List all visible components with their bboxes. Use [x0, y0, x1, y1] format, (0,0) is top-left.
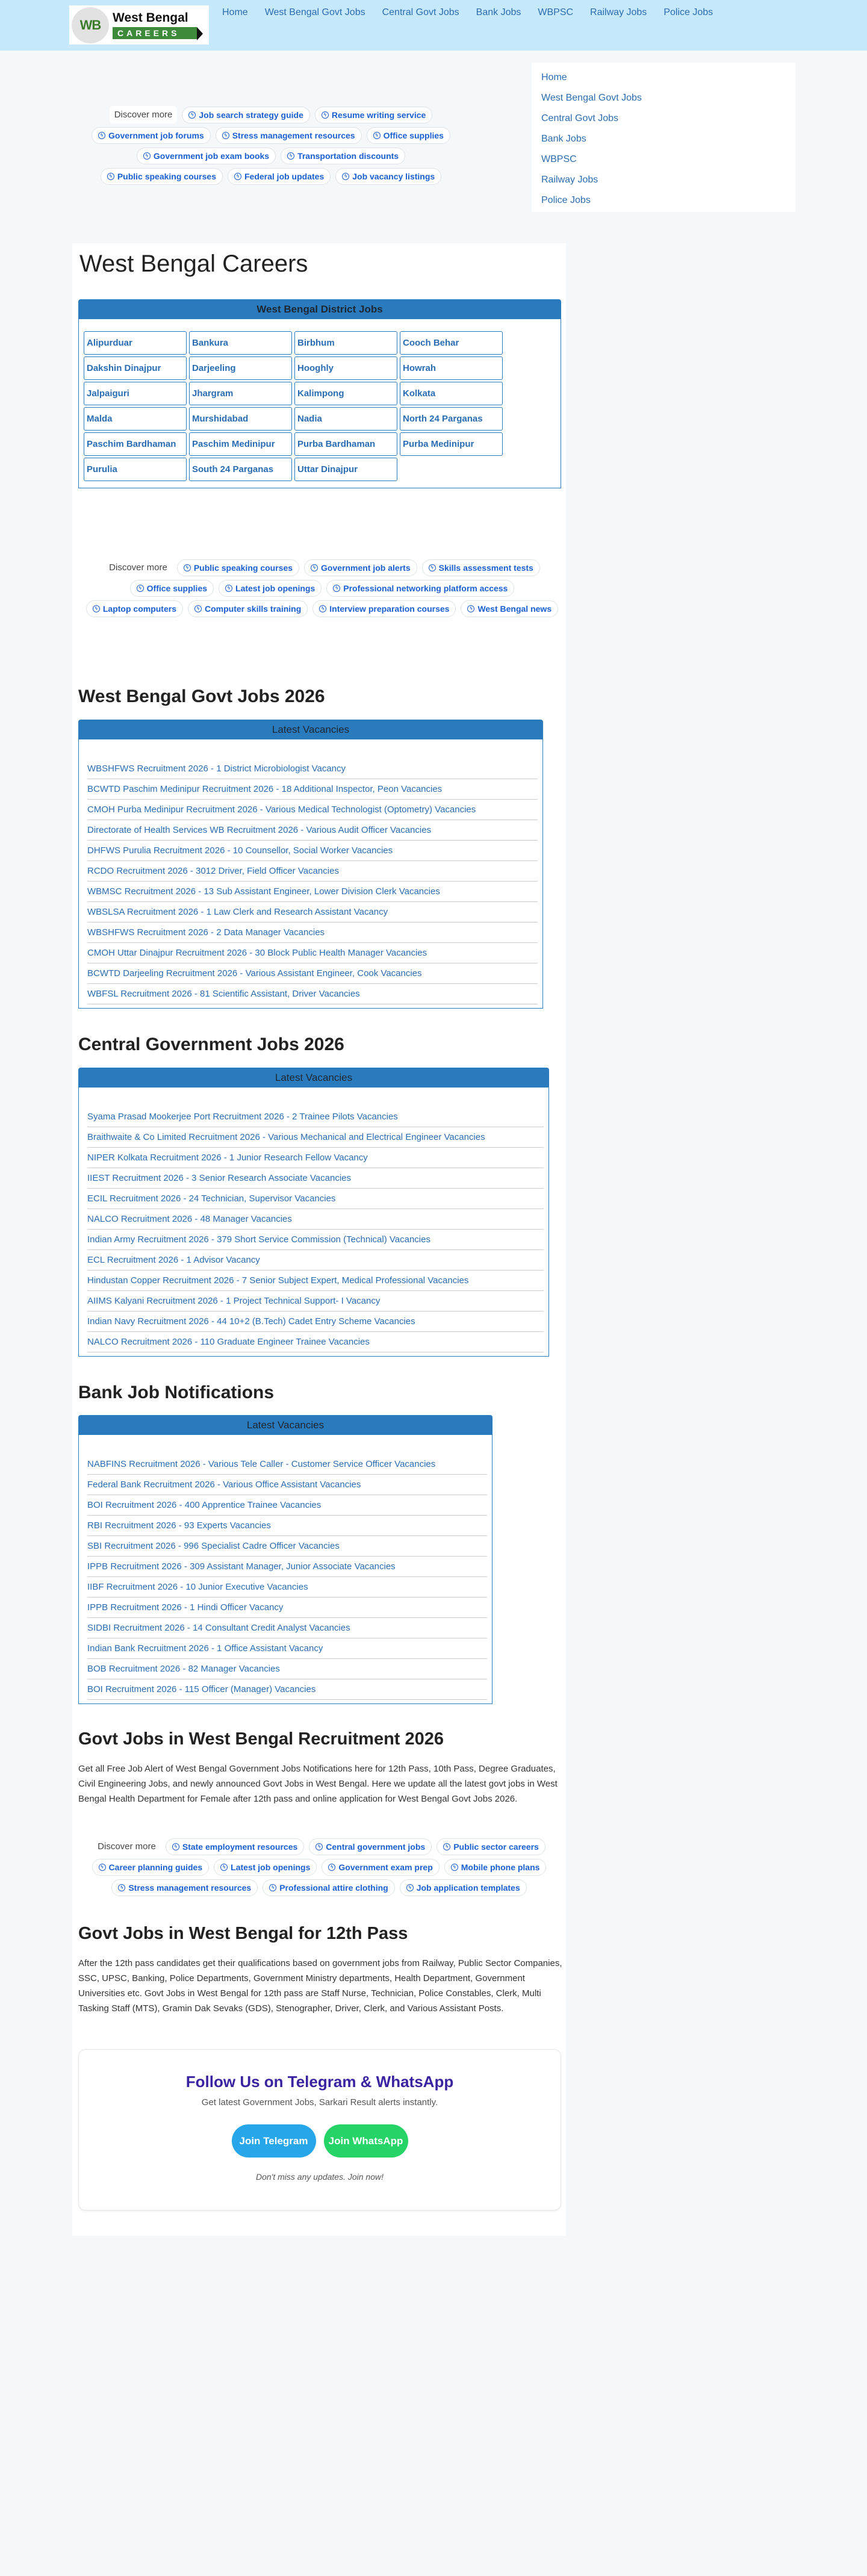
discover-more-1 — [78, 106, 464, 185]
bolt-icon: ϟ — [333, 585, 340, 592]
vacancy-link[interactable]: NALCO Recruitment 2026 - 110 Graduate Engineer Trainee Vacancies — [87, 1332, 544, 1352]
discover-chip[interactable]: ϟ Government job exam books — [137, 148, 276, 164]
vacancy-link[interactable]: SBI Recruitment 2026 - 996 Specialist Cadre Officer Vacancies — [87, 1536, 487, 1557]
discover-chip[interactable]: ϟ Federal job updates — [228, 168, 331, 185]
bolt-icon: ϟ — [98, 132, 105, 139]
discover-chip[interactable]: ϟ Interview preparation courses — [312, 600, 456, 617]
bolt-icon: ϟ — [311, 564, 318, 571]
bolt-icon: ϟ — [225, 585, 232, 592]
discover-chip[interactable]: ϟ Laptop computers — [86, 600, 183, 617]
district-grid — [79, 319, 561, 481]
vacancy-link[interactable]: NABFINS Recruitment 2026 - Various Tele Caller - Customer Service Officer Vacancies — [87, 1454, 487, 1475]
bolt-icon: ϟ — [184, 564, 191, 571]
district-link[interactable]: Jalpaiguri — [84, 382, 187, 405]
district-link[interactable]: Kalimpong — [294, 382, 397, 405]
vacancy-link[interactable]: RBI Recruitment 2026 - 93 Experts Vacancies — [87, 1516, 487, 1536]
bolt-icon: ϟ — [99, 1864, 106, 1871]
discover-chip[interactable]: ϟ Public speaking courses — [101, 168, 223, 185]
follow-subtitle: Get latest Government Jobs, Sarkari Result alerts instantly. — [201, 2097, 438, 2108]
discover-chip[interactable]: ϟ Public speaking courses — [177, 559, 299, 576]
discover-chip[interactable]: ϟ Computer skills training — [188, 600, 308, 617]
vacancy-list — [79, 1435, 492, 1703]
district-link[interactable]: Paschim Bardhaman — [84, 432, 187, 456]
district-link[interactable]: Murshidabad — [189, 407, 292, 431]
district-link[interactable]: Purulia — [84, 458, 187, 481]
vacancy-link[interactable]: BOI Recruitment 2026 - 115 Officer (Manager) Vacancies — [87, 1679, 487, 1700]
bolt-icon: ϟ — [137, 585, 144, 592]
sidebar-menu — [532, 63, 795, 212]
follow-us-card — [78, 2049, 561, 2210]
vacancy-link[interactable]: WBSLSA Recruitment 2026 - 1 Law Clerk and Research Assistant Vacancy — [87, 902, 538, 922]
discover-chip[interactable]: ϟ Stress management resources — [216, 127, 362, 144]
district-link[interactable]: Malda — [84, 407, 187, 431]
discover-chip[interactable]: ϟ Job search strategy guide — [182, 107, 310, 123]
discover-label: Discover more — [110, 106, 178, 123]
bolt-icon: ϟ — [194, 605, 202, 612]
district-jobs-panel — [78, 299, 561, 488]
vacancy-link[interactable]: Hindustan Copper Recruitment 2026 - 7 Senior Subject Expert, Medical Professional Vacancies — [87, 1271, 544, 1291]
nav-west-bengal-govt-jobs[interactable]: West Bengal Govt Jobs — [264, 7, 365, 17]
discover-chip[interactable]: ϟ Office supplies — [130, 580, 214, 597]
discover-chip[interactable]: ϟ Government exam prep — [322, 1859, 439, 1876]
sidebar-item-police-jobs[interactable]: Police Jobs — [541, 195, 591, 205]
vacancy-link[interactable]: WBSHFWS Recruitment 2026 - 2 Data Manager Vacancies — [87, 922, 538, 943]
discover-chip[interactable]: ϟ Public sector careers — [437, 1838, 545, 1855]
district-link[interactable]: Paschim Medinipur — [189, 432, 292, 456]
bolt-icon: ϟ — [222, 132, 229, 139]
bolt-icon: ϟ — [328, 1864, 335, 1871]
discover-chip[interactable]: ϟ West Bengal news — [461, 600, 558, 617]
section-heading-central-jobs: Central Government Jobs 2026 — [78, 1034, 344, 1054]
vacancy-link[interactable]: Directorate of Health Services WB Recruitment 2026 - Various Audit Officer Vacancies — [87, 820, 538, 841]
site-header — [0, 0, 867, 51]
bank-jobs-panel — [78, 1415, 493, 1704]
discover-chip[interactable]: ϟ Central government jobs — [309, 1838, 432, 1855]
vacancy-link[interactable]: BCWTD Paschim Medinipur Recruitment 2026 - 18 Additional Inspector, Peon Vacancies — [87, 779, 538, 800]
nav-police-jobs[interactable]: Police Jobs — [663, 7, 713, 17]
discover-chip[interactable]: ϟ Government job forums — [92, 127, 211, 144]
district-link[interactable]: Kolkata — [400, 382, 503, 405]
logo-subtitle: CAREERS — [113, 27, 197, 39]
join-telegram-button[interactable]: Join Telegram — [232, 2124, 316, 2158]
district-link[interactable]: Hooghly — [294, 356, 397, 380]
vacancy-link[interactable]: NIPER Kolkata Recruitment 2026 - 1 Junior Research Fellow Vacancy — [87, 1148, 544, 1168]
vacancy-link[interactable]: Indian Army Recruitment 2026 - 379 Short Service Commission (Technical) Vacancies — [87, 1230, 544, 1250]
bolt-icon: ϟ — [107, 173, 114, 180]
vacancy-list — [79, 1087, 548, 1356]
section-heading-recruitment: Govt Jobs in West Bengal Recruitment 2026 — [78, 1729, 444, 1749]
nav-bank-jobs[interactable]: Bank Jobs — [476, 7, 521, 17]
vacancy-link[interactable]: ECIL Recruitment 2026 - 24 Technician, Supervisor Vacancies — [87, 1189, 544, 1209]
vacancy-link[interactable]: CMOH Uttar Dinajpur Recruitment 2026 - 30 Block Public Health Manager Vacancies — [87, 943, 538, 963]
bolt-icon: ϟ — [188, 111, 196, 119]
section-heading-wb-jobs: West Bengal Govt Jobs 2026 — [78, 686, 325, 706]
discover-chip[interactable]: ϟ Resume writing service — [315, 107, 432, 123]
discover-chip[interactable]: ϟ Mobile phone plans — [444, 1859, 547, 1876]
panel-heading: Latest Vacancies — [79, 1416, 492, 1435]
bolt-icon: ϟ — [373, 132, 381, 139]
discover-chip[interactable]: ϟ Career planning guides — [92, 1859, 210, 1876]
bolt-icon: ϟ — [319, 605, 326, 612]
bolt-icon: ϟ — [451, 1864, 458, 1871]
district-link[interactable]: Nadia — [294, 407, 397, 431]
district-link[interactable]: Jhargram — [189, 382, 292, 405]
discover-more-2 — [84, 559, 560, 617]
discover-chip[interactable]: ϟ Professional networking platform access — [326, 580, 514, 597]
sidebar-item-west-bengal-govt-jobs[interactable]: West Bengal Govt Jobs — [541, 93, 642, 103]
vacancy-link[interactable]: Braithwaite & Co Limited Recruitment 2026 - Various Mechanical and Electrical Engineer Vacancies — [87, 1127, 544, 1148]
join-whatsapp-button[interactable]: Join WhatsApp — [324, 2124, 408, 2158]
discover-chip[interactable]: ϟ Job vacancy listings — [335, 168, 441, 185]
nav-central-govt-jobs[interactable]: Central Govt Jobs — [382, 7, 459, 17]
bolt-icon: ϟ — [234, 173, 241, 180]
district-link[interactable]: Dakshin Dinajpur — [84, 356, 187, 380]
bolt-icon: ϟ — [143, 152, 151, 160]
bolt-icon: ϟ — [315, 1843, 323, 1850]
follow-title: Follow Us on Telegram & WhatsApp — [185, 2073, 454, 2091]
nav-railway-jobs[interactable]: Railway Jobs — [590, 7, 647, 17]
recruitment-paragraph: Get all Free Job Alert of West Bengal Government Jobs Notifications here for 12th Pass, 10th Pass, Degree Graduates, Civil Engineering Jobs, and newly announced Govt Jobs in West Bengal. Here we update all the latest govt jobs in West Bengal Health Department for Female after 12th pass and online application for West Bengal Govt Jobs 2026. — [78, 1764, 558, 1804]
panel-heading: Latest Vacancies — [79, 720, 542, 739]
vacancy-list — [79, 739, 542, 1008]
vacancy-link[interactable]: WBFSL Recruitment 2026 - 81 Scientific Assistant, Driver Vacancies — [87, 984, 538, 1004]
bolt-icon: ϟ — [406, 1884, 414, 1891]
district-link[interactable]: Birbhum — [294, 331, 397, 355]
vacancy-link[interactable]: Syama Prasad Mookerjee Port Recruitment 2026 - 2 Trainee Pilots Vacancies — [87, 1107, 544, 1127]
discover-label: Discover more — [104, 559, 172, 576]
twelfth-pass-paragraph: After the 12th pass candidates get their qualifications based on government jobs from Railway, Public Sector Companies, SSC, UPSC, Banking, Police Departments, Government Ministry departments, Health Department, Government Universities etc. Govt Jobs in West Bengal for 12th pass are Staff Nurse, Technician, Police Constables, Clerk, Multi Tasking Staff (MTS), Gramin Dak Sevaks (GDS), Stenographer, Driver, Clerk, and Various Assistant Posts. — [78, 1958, 562, 2014]
sidebar-item-central-govt-jobs[interactable]: Central Govt Jobs — [541, 113, 619, 123]
section-heading-12th-pass: Govt Jobs in West Bengal for 12th Pass — [78, 1924, 408, 1943]
vacancy-link[interactable]: CMOH Purba Medinipur Recruitment 2026 - Various Medical Technologist (Optometry) Vacancies — [87, 800, 538, 820]
discover-chip[interactable]: ϟ Professional attire clothing — [263, 1879, 394, 1896]
discover-label: Discover more — [93, 1838, 161, 1855]
discover-chip[interactable]: ϟ Latest job openings — [214, 1859, 317, 1876]
vacancy-link[interactable]: RCDO Recruitment 2026 - 3012 Driver, Field Officer Vacancies — [87, 861, 538, 882]
vacancy-link[interactable]: SIDBI Recruitment 2026 - 14 Consultant Credit Analyst Vacancies — [87, 1618, 487, 1638]
district-link[interactable]: Howrah — [400, 356, 503, 380]
vacancy-link[interactable]: Indian Bank Recruitment 2026 - 1 Office Assistant Vacancy — [87, 1638, 487, 1659]
panel-heading: Latest Vacancies — [79, 1068, 548, 1087]
discover-chip[interactable]: ϟ Latest job openings — [219, 580, 322, 597]
district-link[interactable]: Purba Bardhaman — [294, 432, 397, 456]
bolt-icon: ϟ — [172, 1843, 179, 1850]
central-jobs-panel — [78, 1068, 549, 1357]
discover-chip[interactable]: ϟ Transportation discounts — [281, 148, 405, 164]
logo-badge: WB — [72, 7, 109, 43]
vacancy-link[interactable]: BOI Recruitment 2026 - 400 Apprentice Trainee Vacancies — [87, 1495, 487, 1516]
bolt-icon: ϟ — [467, 605, 474, 612]
district-link[interactable]: Bankura — [189, 331, 292, 355]
follow-note: Don't miss any updates. Join now! — [255, 2172, 384, 2182]
district-link[interactable]: Uttar Dinajpur — [294, 458, 397, 481]
bolt-icon: ϟ — [93, 605, 100, 612]
nav-home[interactable]: Home — [222, 7, 248, 17]
sidebar-item-wbpsc[interactable]: WBPSC — [541, 154, 577, 164]
main-nav — [214, 0, 756, 25]
sidebar-item-railway-jobs[interactable]: Railway Jobs — [541, 175, 598, 185]
bolt-icon: ϟ — [429, 564, 436, 571]
sidebar-item-bank-jobs[interactable]: Bank Jobs — [541, 134, 586, 144]
vacancy-link[interactable]: NALCO Recruitment 2026 - 48 Manager Vacancies — [87, 1209, 544, 1230]
vacancy-link[interactable]: Indian Navy Recruitment 2026 - 44 10+2 (B.Tech) Cadet Entry Scheme Vacancies — [87, 1311, 544, 1332]
bolt-icon: ϟ — [118, 1884, 125, 1891]
bolt-icon: ϟ — [342, 173, 349, 180]
discover-chip[interactable]: ϟ Skills assessment tests — [422, 559, 540, 576]
vacancy-link[interactable]: AIIMS Kalyani Recruitment 2026 - 1 Project Technical Support- I Vacancy — [87, 1291, 544, 1311]
district-link[interactable]: South 24 Parganas — [189, 458, 292, 481]
district-link[interactable]: Purba Medinipur — [400, 432, 503, 456]
wb-jobs-panel — [78, 720, 543, 1009]
vacancy-link[interactable]: DHFWS Purulia Recruitment 2026 - 10 Counsellor, Social Worker Vacancies — [87, 841, 538, 861]
nav-wbpsc[interactable]: WBPSC — [538, 7, 574, 17]
vacancy-link[interactable]: IIEST Recruitment 2026 - 3 Senior Research Associate Vacancies — [87, 1168, 544, 1189]
vacancy-link[interactable]: Federal Bank Recruitment 2026 - Various Office Assistant Vacancies — [87, 1475, 487, 1495]
discover-chip[interactable]: ϟ Government job alerts — [304, 559, 417, 576]
vacancy-link[interactable]: IIBF Recruitment 2026 - 10 Junior Executive Vacancies — [87, 1577, 487, 1598]
discover-chip[interactable]: ϟ Stress management resources — [111, 1879, 258, 1896]
bolt-icon: ϟ — [322, 111, 329, 119]
vacancy-link[interactable]: BCWTD Darjeeling Recruitment 2026 - Various Assistant Engineer, Cook Vacancies — [87, 963, 538, 984]
discover-more-3 — [75, 1838, 563, 1896]
vacancy-link[interactable]: WBMSC Recruitment 2026 - 13 Sub Assistant Engineer, Lower Division Clerk Vacancies — [87, 882, 538, 902]
bolt-icon: ϟ — [443, 1843, 450, 1850]
panel-heading: West Bengal District Jobs — [79, 300, 561, 319]
vacancy-link[interactable]: WBSHFWS Recruitment 2026 - 1 District Microbiologist Vacancy — [87, 759, 538, 779]
sidebar-item-home[interactable]: Home — [541, 72, 567, 82]
district-link[interactable]: Darjeeling — [189, 356, 292, 380]
logo-title: West Bengal — [113, 11, 188, 25]
vacancy-link[interactable]: ECL Recruitment 2026 - 1 Advisor Vacancy — [87, 1250, 544, 1271]
vacancy-link[interactable]: BOB Recruitment 2026 - 82 Manager Vacancies — [87, 1659, 487, 1679]
discover-chip[interactable]: ϟ State employment resources — [166, 1838, 304, 1855]
discover-chip[interactable]: ϟ Office supplies — [367, 127, 450, 144]
district-link[interactable]: Cooch Behar — [400, 331, 503, 355]
discover-chip[interactable]: ϟ Job application templates — [400, 1879, 527, 1896]
bolt-icon: ϟ — [220, 1864, 228, 1871]
bolt-icon: ϟ — [269, 1884, 276, 1891]
vacancy-link[interactable]: IPPB Recruitment 2026 - 1 Hindi Officer Vacancy — [87, 1598, 487, 1618]
district-link[interactable]: North 24 Parganas — [400, 407, 503, 431]
district-link[interactable]: Alipurduar — [84, 331, 187, 355]
site-logo[interactable] — [69, 5, 209, 45]
vacancy-link[interactable]: IPPB Recruitment 2026 - 309 Assistant Manager, Junior Associate Vacancies — [87, 1557, 487, 1577]
page-title: West Bengal Careers — [79, 250, 308, 277]
bolt-icon: ϟ — [287, 152, 294, 160]
section-heading-bank-jobs: Bank Job Notifications — [78, 1383, 275, 1402]
